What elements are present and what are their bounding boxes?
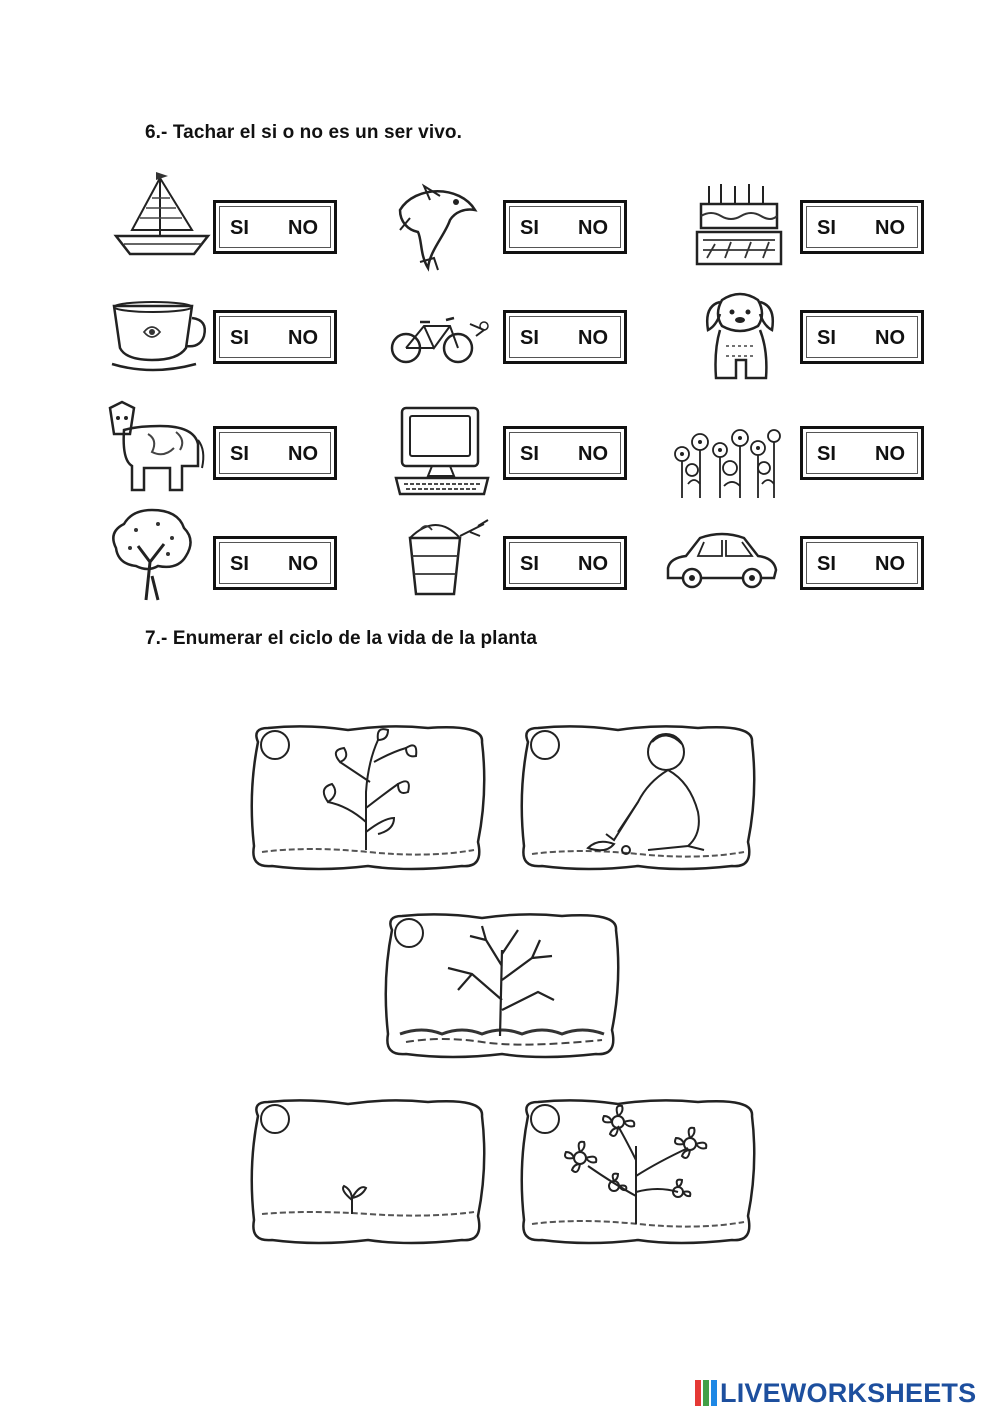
choice-box-car (800, 536, 924, 590)
choice-box-cup (213, 310, 337, 364)
yes-option[interactable]: SI (230, 327, 249, 349)
card-flowering-plant (518, 1096, 758, 1246)
flowers-picture (664, 424, 788, 502)
bicycle-picture (384, 310, 494, 370)
choice-box-tree (213, 536, 337, 590)
liveworksheets-logo-text: LIVEWORKSHEETS (720, 1377, 977, 1408)
cow-picture (104, 400, 208, 496)
no-option[interactable]: NO (875, 217, 905, 239)
no-option[interactable]: NO (875, 553, 905, 575)
tree-picture (108, 506, 198, 602)
yes-option[interactable]: SI (230, 553, 249, 575)
card-leafy-plant (248, 722, 488, 872)
no-option[interactable]: NO (288, 443, 318, 465)
cup-picture (108, 296, 210, 376)
question-6-heading: 6.- Tachar el si o no es un ser vivo. (145, 122, 462, 143)
no-option[interactable]: NO (288, 553, 318, 575)
no-option[interactable]: NO (578, 327, 608, 349)
yes-option[interactable]: SI (817, 553, 836, 575)
no-option[interactable]: NO (288, 327, 318, 349)
choice-box-computer (503, 426, 627, 480)
liveworksheets-logo (695, 1378, 976, 1408)
computer-picture (392, 404, 492, 498)
cake-picture (695, 180, 785, 270)
dolphin-picture (390, 180, 480, 272)
no-option[interactable]: NO (288, 217, 318, 239)
yes-option[interactable]: SI (230, 443, 249, 465)
dog-picture (700, 290, 782, 386)
yes-option[interactable]: SI (520, 217, 539, 239)
car-picture (664, 530, 780, 594)
choice-box-dog (800, 310, 924, 364)
choice-box-sailboat (213, 200, 337, 254)
order-number-circle[interactable] (530, 730, 560, 760)
choice-box-cow (213, 426, 337, 480)
liveworksheets-logo-icon (695, 1380, 717, 1406)
no-option[interactable]: NO (578, 553, 608, 575)
no-option[interactable]: NO (875, 327, 905, 349)
bucket-picture (400, 516, 492, 600)
yes-option[interactable]: SI (817, 217, 836, 239)
order-number-circle[interactable] (260, 1104, 290, 1134)
choice-box-bicycle (503, 310, 627, 364)
choice-box-dolphin (503, 200, 627, 254)
yes-option[interactable]: SI (520, 443, 539, 465)
yes-option[interactable]: SI (520, 553, 539, 575)
order-number-circle[interactable] (260, 730, 290, 760)
yes-option[interactable]: SI (520, 327, 539, 349)
card-child-planting (518, 722, 758, 872)
question-7-heading: 7.- Enumerar el ciclo de la vida de la planta (145, 628, 538, 649)
order-number-circle[interactable] (394, 918, 424, 948)
choice-box-bucket (503, 536, 627, 590)
sailboat-picture (112, 168, 212, 260)
no-option[interactable]: NO (578, 443, 608, 465)
yes-option[interactable]: SI (817, 443, 836, 465)
no-option[interactable]: NO (875, 443, 905, 465)
yes-option[interactable]: SI (817, 327, 836, 349)
card-bare-tree (382, 910, 622, 1060)
order-number-circle[interactable] (530, 1104, 560, 1134)
card-sprout (248, 1096, 488, 1246)
choice-box-cake (800, 200, 924, 254)
yes-option[interactable]: SI (230, 217, 249, 239)
choice-box-flowers (800, 426, 924, 480)
no-option[interactable]: NO (578, 217, 608, 239)
